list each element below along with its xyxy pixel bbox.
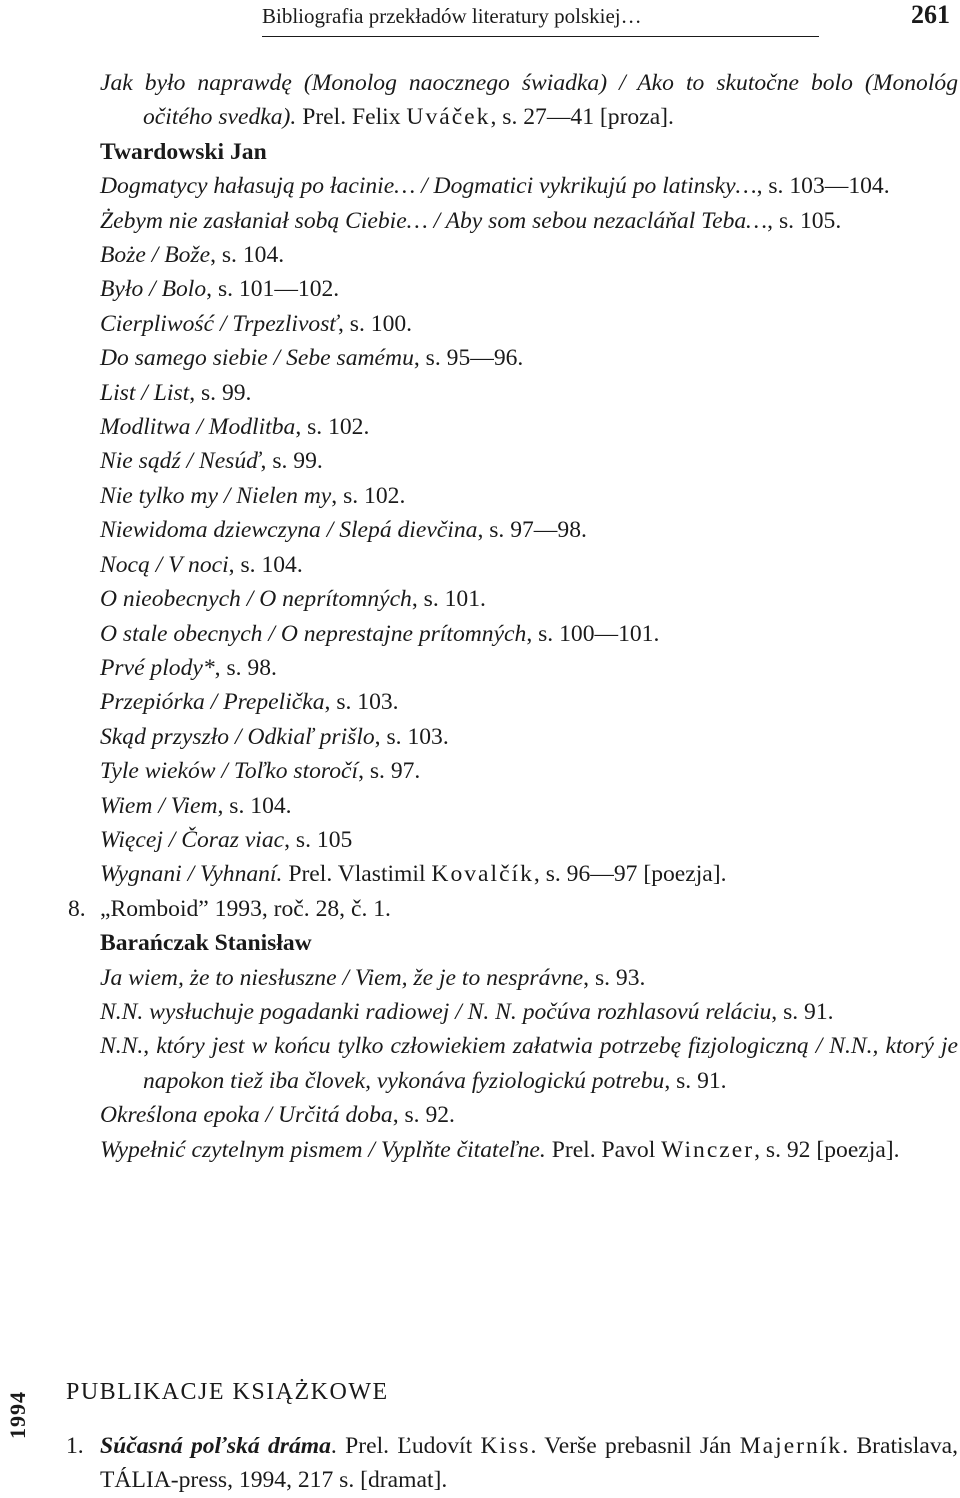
bibliography-entry: Niewidoma dziewczyna / Slepá dievčina, s. 97—98. [100,517,587,544]
section-heading: PUBLIKACJE KSIĄŻKOWE [66,1379,389,1405]
bibliography-entry: Ja wiem, że to niesłuszne / Viem, že je to nesprávne, s. 93. [100,964,646,991]
bibliography-entry: Modlitwa / Modlitba, s. 102. [100,414,370,441]
header-rule [262,36,819,37]
translator-name: Kiss [480,1433,531,1459]
bibliography-entry: Było / Bolo, s. 101—102. [100,276,340,303]
bibliography-entry: Wygnani / Vyhnaní. Prel. Vlastimil Kovalčík, s. 96—97 [poezja]. [100,861,727,888]
periodical-issue [68,892,958,926]
bibliography-entry: Cierpliwość / Trpezlivosť, s. 100. [100,310,413,337]
verse-translator-name: Majerník [739,1433,843,1459]
bibliography-entry: List / List, s. 99. [100,379,252,406]
bibliography-entry: N.N. wysłuchuje pogadanki radiowej / N. N. počúva rozhlasovú reláciu, s. 91. [100,998,834,1025]
bibliography-entry: Tyle wieków / Toľko storočí, s. 97. [100,758,421,785]
bibliography-entry: Wypełnić czytelnym pismem / Vyplňte čitateľne. Prel. Pavol Winczer, s. 92 [poezja]. [100,1136,900,1163]
author-heading: Twardowski Jan [100,138,267,165]
author-heading: Barańczak Stanisław [100,930,312,957]
bibliography-entry: Żebym nie zasłaniał sobą Ciebie… / Aby som sebou nezacláňal Teba…, s. 105. [100,207,842,234]
side-year-marker: 1994 [5,1391,30,1439]
publication-number: 1. [66,1433,84,1459]
running-header [262,0,950,34]
running-title: Bibliografia przekładów literatury polskiej… [262,4,642,28]
bibliography-entry: O nieobecnych / O neprítomných, s. 101. [100,586,486,613]
bibliography-entry: Więcej / Čoraz viac, s. 105 [100,826,353,853]
bibliography-entry: Boże / Bože, s. 104. [100,242,285,269]
bibliography-entry: Nie tylko my / Nielen my, s. 102. [100,482,406,509]
bibliography-entry: Jak było naprawdę (Monolog naocznego świadka) / Ako to skutočne bolo (Monológ očitého svedka). Prel. Felix Uváček, s. 27—41 [proza]. [100,70,958,131]
issue-number: 8. [68,895,86,922]
bibliography-entry: Skąd przyszło / Odkiaľ prišlo, s. 103. [100,723,449,750]
bibliography-entry: Określona epoka / Určitá doba, s. 92. [100,1102,455,1129]
issue-title: „Romboid” 1993, roč. 28, č. 1. [100,895,391,922]
translator-name: Winczer [661,1136,755,1163]
publication-entry: 1. Súčasná poľská dráma. Prel. Ľudovít Kiss. Verše prebasnil Ján Majerník. Bratislava, TÁLIA-press, 1994, 217 s. [dramat]. [100,1429,958,1498]
publication-title: Súčasná poľská dráma [100,1433,331,1459]
bibliography-entry: Przepiórka / Prepelička, s. 103. [100,689,399,716]
bibliography-entry: Prvé plody*, s. 98. [100,654,277,681]
bibliography-entry: N.N., który jest w końcu tylko człowiekiem załatwia potrzebę fizjologiczną / N.N., ktorý je napokon tiež iba človek, vykonáva fyziologickú potrebu, s. 91. [100,1033,958,1094]
bibliography-entry: Do samego siebie / Sebe samému, s. 95—96. [100,345,524,372]
bibliography-entry: Dogmatycy hałasują po łacinie… / Dogmatici vykrikujú po latinsky…, s. 103—104. [100,173,890,200]
translator-name: Uváček [406,104,491,131]
bibliography-entry: O stale obecnych / O neprestajne prítomných, s. 100—101. [100,620,660,647]
page-number: 261 [911,0,950,29]
bibliography-content [68,66,958,1167]
bibliography-entry: Nocą / V noci, s. 104. [100,551,303,578]
translator-name: Kovalčík [431,861,534,888]
bibliography-entry: Wiem / Viem, s. 104. [100,792,292,819]
bibliography-entry: Nie sądź / Nesúď, s. 99. [100,448,323,475]
book-publication [66,1429,958,1498]
